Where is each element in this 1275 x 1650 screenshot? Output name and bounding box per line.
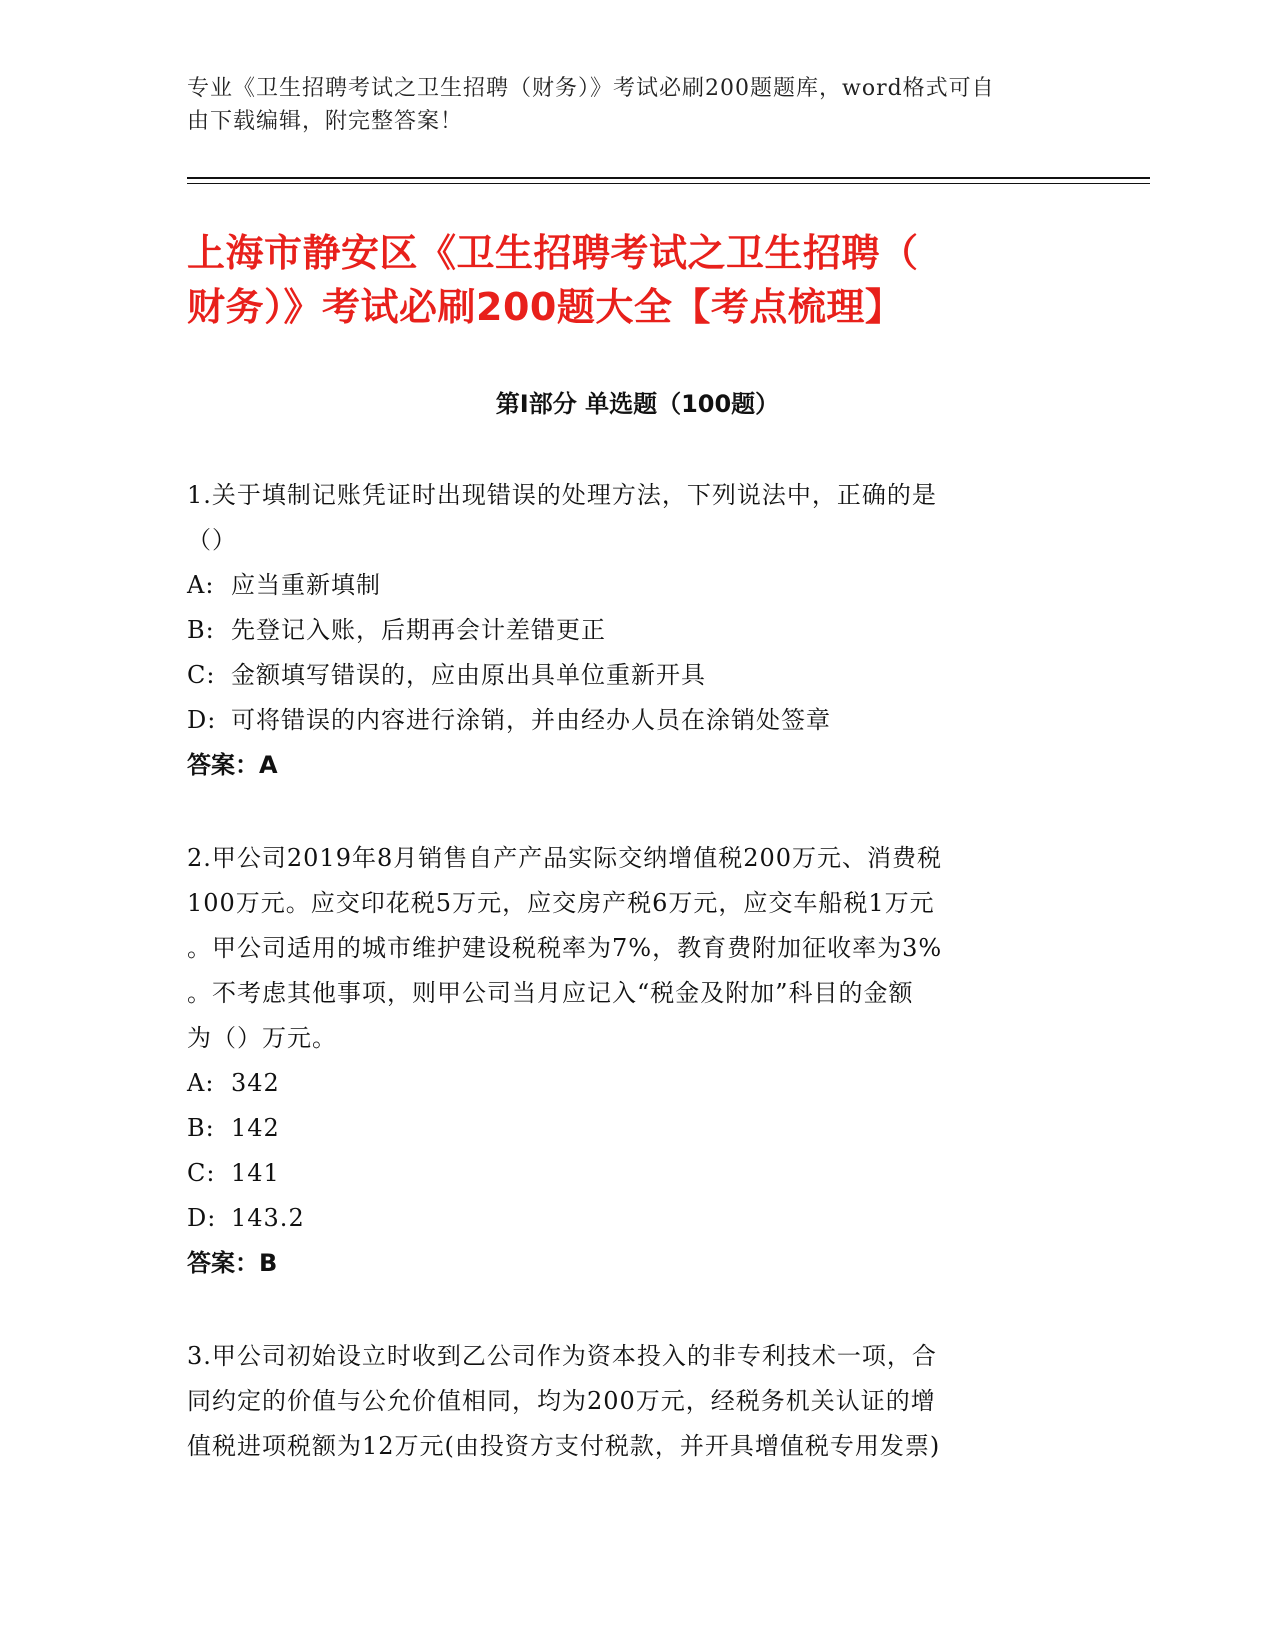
option-key: C: bbox=[187, 661, 216, 689]
title-line: 上海市静安区《卫生招聘考试之卫生招聘（ bbox=[187, 231, 919, 275]
stem-line: 3.甲公司初始设立时收到乙公司作为资本投入的非专利技术一项，合 bbox=[187, 1342, 937, 1370]
option-key: D: bbox=[187, 706, 217, 734]
option-key: B: bbox=[187, 616, 215, 644]
option-text: 应当重新填制 bbox=[231, 571, 381, 599]
option-c bbox=[187, 653, 1077, 698]
stem-line: 2.甲公司2019年8月销售自产产品实际交纳增值税200万元、消费税 bbox=[187, 844, 943, 872]
answer: 答案：B bbox=[187, 1249, 278, 1277]
option-text: 141 bbox=[231, 1159, 280, 1187]
question-stem bbox=[187, 836, 1077, 1061]
stem-line: （） bbox=[187, 526, 237, 554]
document-title bbox=[187, 226, 1087, 334]
option-text: 342 bbox=[231, 1069, 280, 1097]
question-stem bbox=[187, 473, 1077, 563]
stem-line: 同约定的价值与公允价值相同，均为200万元，经税务机关认证的增 bbox=[187, 1387, 936, 1415]
section-heading: 第I部分 单选题（100题） bbox=[495, 390, 780, 418]
option-text: 142 bbox=[231, 1114, 280, 1142]
stem-line: 1.关于填制记账凭证时出现错误的处理方法，下列说法中，正确的是 bbox=[187, 481, 937, 509]
option-text: 可将错误的内容进行涂销，并由经办人员在涂销处签章 bbox=[231, 706, 831, 734]
header-divider-thin bbox=[187, 183, 1150, 184]
question-3 bbox=[187, 1334, 1077, 1469]
header-divider bbox=[187, 177, 1150, 179]
option-key: A: bbox=[187, 1069, 215, 1097]
question-1 bbox=[187, 473, 1077, 788]
option-a bbox=[187, 1061, 1077, 1106]
stem-line: 100万元。应交印花税5万元，应交房产税6万元，应交车船税1万元 bbox=[187, 889, 935, 917]
title-line: 财务）》考试必刷200题大全【考点梳理】 bbox=[187, 285, 904, 329]
stem-line: 值税进项税额为12万元(由投资方支付税款，并开具增值税专用发票) bbox=[187, 1432, 941, 1460]
option-text: 金额填写错误的，应由原出具单位重新开具 bbox=[231, 661, 706, 689]
question-stem bbox=[187, 1334, 1077, 1469]
header-note-line: 由下载编辑，附完整答案！ bbox=[187, 109, 464, 134]
option-key: C: bbox=[187, 1159, 216, 1187]
option-c bbox=[187, 1151, 1077, 1196]
option-text: 先登记入账，后期再会计差错更正 bbox=[231, 616, 606, 644]
option-d bbox=[187, 1196, 1077, 1241]
answer: 答案：A bbox=[187, 751, 278, 779]
option-b bbox=[187, 1106, 1077, 1151]
stem-line: 为（）万元。 bbox=[187, 1024, 337, 1052]
question-2 bbox=[187, 836, 1077, 1286]
stem-line: 。不考虑其他事项，则甲公司当月应记入“税金及附加”科目的金额 bbox=[187, 979, 914, 1007]
option-d bbox=[187, 698, 1077, 743]
option-key: D: bbox=[187, 1204, 217, 1232]
option-b bbox=[187, 608, 1077, 653]
option-key: B: bbox=[187, 1114, 215, 1142]
header-note-line: 专业《卫生招聘考试之卫生招聘（财务）》考试必刷200题题库，word格式可自 bbox=[187, 76, 995, 101]
option-a bbox=[187, 563, 1077, 608]
option-text: 143.2 bbox=[231, 1204, 305, 1232]
option-key: A: bbox=[187, 571, 215, 599]
stem-line: 。甲公司适用的城市维护建设税税率为7%，教育费附加征收率为3% bbox=[187, 934, 943, 962]
header-note bbox=[187, 72, 1087, 138]
